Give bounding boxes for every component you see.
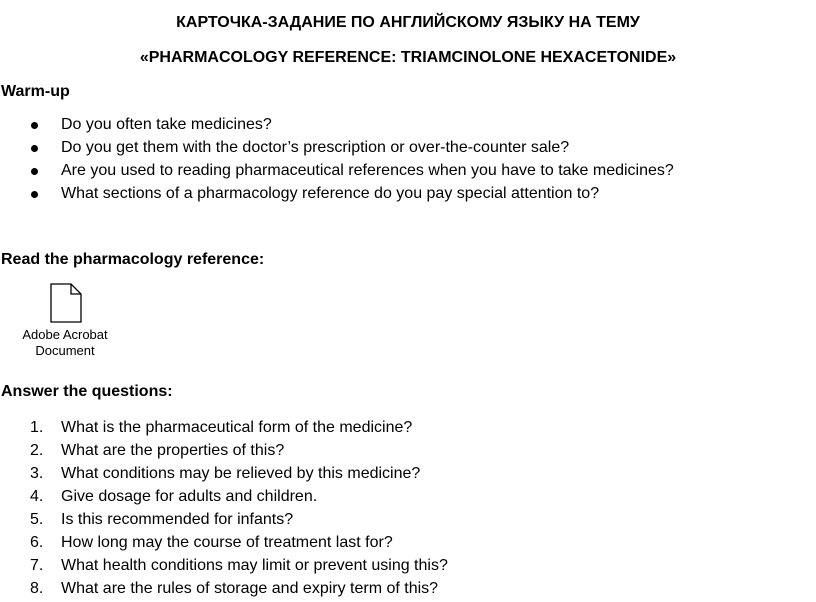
question-item [0,510,448,533]
question-item [0,464,448,487]
question-number: 5. [30,511,44,528]
question-item [0,579,448,602]
title-line-2: «PHARMACOLOGY REFERENCE: TRIAMCINOLONE HEXACETONIDE» [139,49,677,66]
warmup-item-text: Do you often take medicines? [61,116,272,133]
questions-list [0,418,448,602]
document-icon [48,283,82,323]
warmup-item-text: Do you get them with the doctor’s prescription or over-the-counter sale? [61,139,570,156]
bullet-icon [31,145,38,152]
question-number: 4. [30,488,44,505]
warmup-item [0,115,674,138]
question-number: 1. [30,419,44,436]
question-number: 8. [30,580,44,597]
bullet-icon [31,168,38,175]
answer-heading: Answer the questions: [1,383,173,400]
question-number: 3. [30,465,44,482]
warmup-list [0,115,674,207]
question-number: 2. [30,442,44,459]
question-text: What health conditions may limit or prevent using this? [61,557,448,574]
question-text: What conditions may be relieved by this medicine? [61,465,421,482]
attachment-label-line-1: Adobe Acrobat [22,327,108,342]
warmup-item-text: What sections of a pharmacology reference do you pay special attention to? [61,185,600,202]
question-text: How long may the course of treatment last for? [61,534,393,551]
question-item [0,556,448,579]
warmup-item [0,161,674,184]
question-item [0,487,448,510]
question-item [0,418,448,441]
title-line-1: КАРТОЧКА-ЗАДАНИЕ ПО АНГЛИЙСКОМУ ЯЗЫКУ НА ТЕМУ [176,14,640,31]
attachment-label-line-2: Document [35,343,95,358]
question-text: What are the properties of this? [61,442,285,459]
question-text: Is this recommended for infants? [61,511,294,528]
question-text: What are the rules of storage and expiry term of this? [61,580,439,597]
warmup-heading: Warm-up [1,83,70,100]
question-item [0,441,448,464]
question-item [0,533,448,556]
read-heading: Read the pharmacology reference: [1,251,265,268]
question-text: Give dosage for adults and children. [61,488,318,505]
warmup-item [0,138,674,161]
pdf-attachment[interactable] [10,283,120,363]
question-number: 6. [30,534,44,551]
attachment-label [10,327,120,359]
bullet-icon [31,122,38,129]
warmup-item [0,184,674,207]
question-text: What is the pharmaceutical form of the medicine? [61,419,413,436]
question-number: 7. [30,557,44,574]
warmup-item-text: Are you used to reading pharmaceutical references when you have to take medicines? [61,162,674,179]
bullet-icon [31,191,38,198]
